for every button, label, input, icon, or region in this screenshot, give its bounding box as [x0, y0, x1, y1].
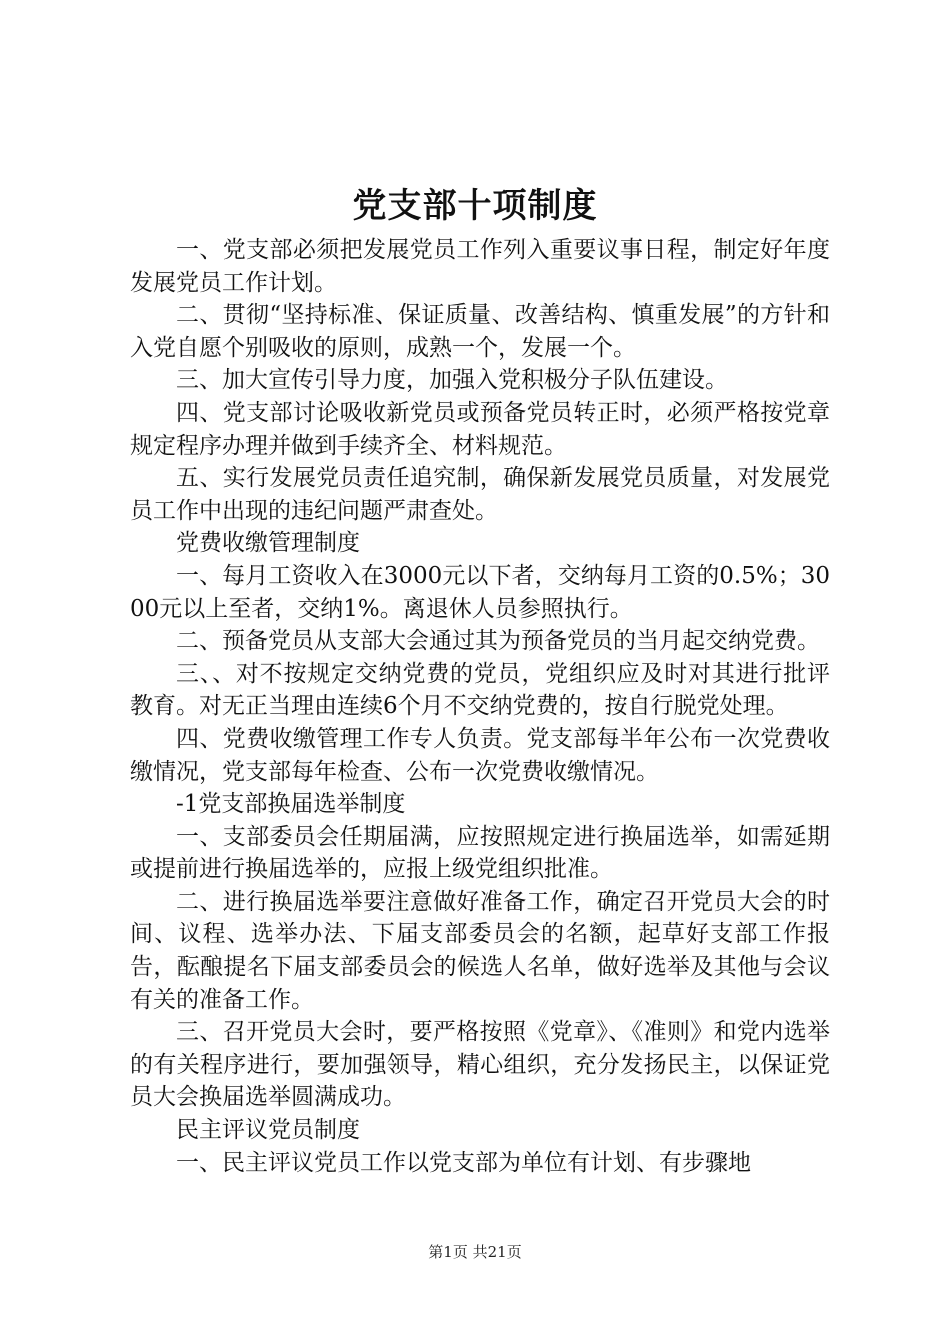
paragraph: 五、实行发展党员责任追究制，确保新发展党员质量，对发展党员工作中出现的违纪问题严肃查处。	[130, 465, 830, 524]
paragraph: 二、贯彻“坚持标准、保证质量、改善结构、慎重发展”的方针和入党自愿个别吸收的原则，成熟一个，发展一个。	[130, 302, 830, 361]
paragraph: 二、预备党员从支部大会通过其为预备党员的当月起交纳党费。	[176, 628, 820, 655]
paragraph: 四、党支部讨论吸收新党员或预备党员转正时，必须严格按党章规定程序办理并做到手续齐全、材料规范。	[130, 399, 830, 459]
document-title: 党支部十项制度	[352, 186, 598, 226]
paragraph: 三、加大宣传引导力度，加强入党积极分子队伍建设。	[176, 367, 728, 394]
document-body	[130, 234, 830, 1179]
paragraph: 一、支部委员会任期届满，应按照规定进行换届选举，如需延期或提前进行换届选举的，应报上级党组织批准。	[130, 823, 830, 883]
paragraph: 一、民主评议党员工作以党支部为单位有计划、有步骤地	[176, 1149, 751, 1176]
paragraph: 一、每月工资收入在3000元以下者，交纳每月工资的0.5%；3000元以上至者，交纳1%。离退休人员参照执行。	[130, 562, 830, 622]
paragraph: 三、召开党员大会时，要严格按照《党章》、《准则》和党内选举的有关程序进行，要加强领导，精心组织，充分发扬民主，以保证党员大会换届选举圆满成功。	[130, 1019, 830, 1111]
page-footer: 第1页 共21页	[428, 1243, 522, 1261]
section-heading: 党费收缴管理制度	[176, 530, 360, 557]
paragraph: 一、党支部必须把发展党员工作列入重要议事日程，制定好年度发展党员工作计划。	[130, 237, 830, 296]
section-heading: -1党支部换届选举制度	[176, 791, 406, 818]
paragraph: 三、、对不按规定交纳党费的党员，党组织应及时对其进行批评教育。对无正当理由连续6个月不交纳党费的，按自行脱党处理。	[130, 660, 830, 720]
paragraph: 四、党费收缴管理工作专人负责。党支部每半年公布一次党费收缴情况，党支部每年检查、公布一次党费收缴情况。	[130, 725, 830, 785]
section-heading: 民主评议党员制度	[176, 1117, 360, 1144]
paragraph: 二、进行换届选举要注意做好准备工作，确定召开党员大会的时间、议程、选举办法、下届支部委员会的名额，起草好支部工作报告，酝酿提名下届支部委员会的候选人名单，做好选举及其他与会议有关的准备工作。	[130, 888, 830, 1013]
